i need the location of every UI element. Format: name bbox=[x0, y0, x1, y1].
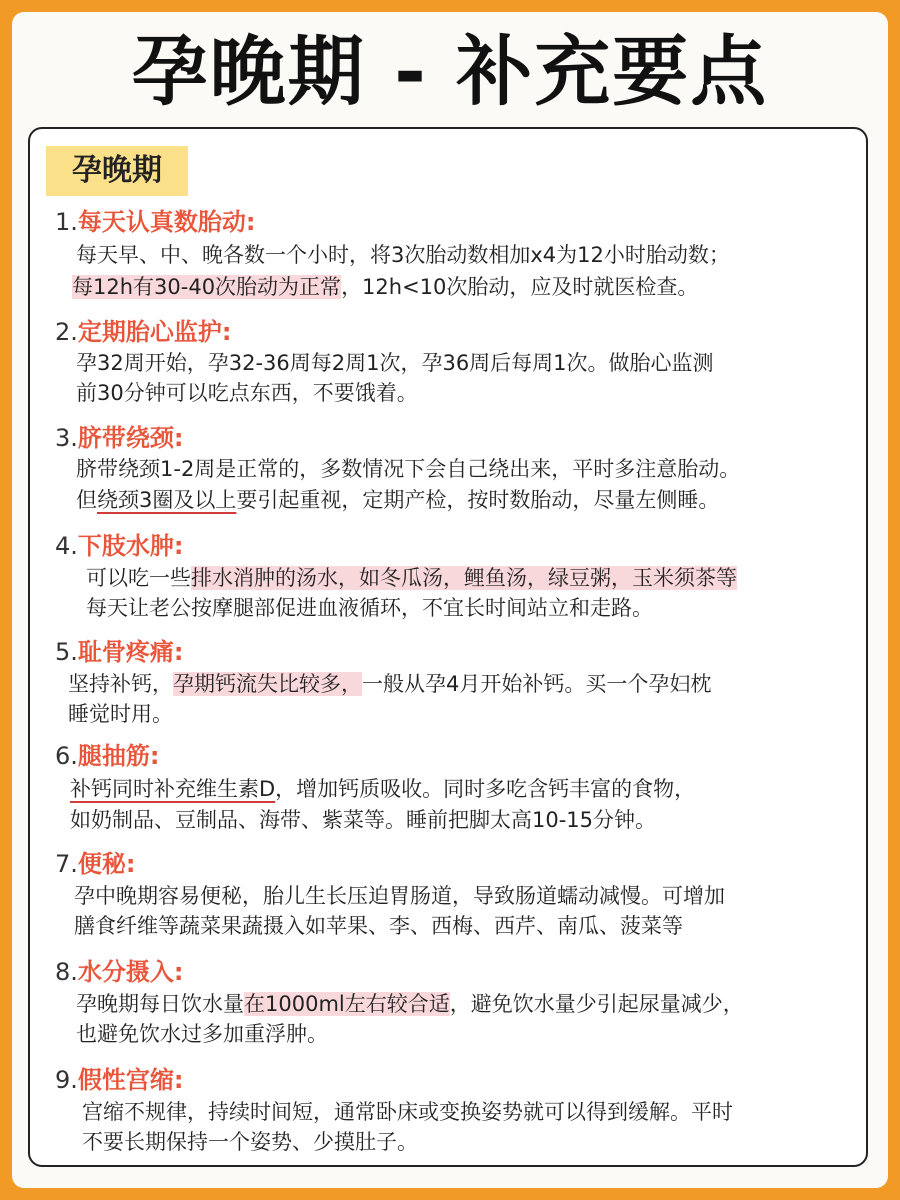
stage-tag: 孕晚期 bbox=[46, 146, 188, 196]
tip-line: 如奶制品、豆制品、海带、紫菜等。睡前把脚太高10-15分钟。 bbox=[70, 808, 657, 832]
tip-heading: 2.定期胎心监护: bbox=[55, 318, 232, 346]
tip-heading: 6.腿抽筋: bbox=[55, 742, 160, 770]
underline-emphasis: 绕颈3圈及以上 bbox=[97, 488, 237, 512]
tip-line: 不要长期保持一个姿势、少摸肚子。 bbox=[82, 1130, 418, 1154]
tip-line: 孕32周开始，孕32-36周每2周1次，孕36周后每周1次。做胎心监测 bbox=[76, 351, 714, 375]
tip-line: 睡觉时用。 bbox=[68, 702, 173, 726]
tip-heading: 9.假性宫缩: bbox=[55, 1066, 184, 1094]
highlight: 排水消肿的汤水，如冬瓜汤，鲤鱼汤，绿豆粥，玉米须茶等 bbox=[191, 566, 737, 590]
page-title: 孕晚期 - 补充要点 bbox=[131, 27, 769, 116]
tip-line: 每天让老公按摩腿部促进血液循环，不宜长时间站立和走路。 bbox=[86, 596, 653, 620]
highlight: 每12h有30-40次胎动为正常 bbox=[72, 275, 342, 299]
tip-line: 可以吃一些排水消肿的汤水，如冬瓜汤，鲤鱼汤，绿豆粥，玉米须茶等 bbox=[86, 566, 737, 590]
tip-heading: 4.下肢水肿: bbox=[55, 532, 184, 560]
tip-line: 膳食纤维等蔬菜果蔬摄入如苹果、李、西梅、西芹、南瓜、菠菜等 bbox=[74, 914, 683, 938]
tip-line: 每天早、中、晚各数一个小时，将3次胎动数相加x4为12小时胎动数； bbox=[76, 243, 730, 267]
tip-line: 孕晚期每日饮水量在1000ml左右较合适，避免饮水量少引起尿量减少， bbox=[76, 992, 744, 1016]
tip-line: 脐带绕颈1-2周是正常的，多数情况下会自己绕出来，平时多注意胎动。 bbox=[76, 457, 741, 481]
tip-heading: 5.耻骨疼痛: bbox=[55, 638, 184, 666]
underline-emphasis: 补钙同时补充维生素D bbox=[70, 777, 276, 801]
tip-line: 坚持补钙，孕期钙流失比较多，一般从孕4月开始补钙。买一个孕妇枕 bbox=[68, 672, 712, 696]
tip-line: 孕中晚期容易便秘，胎儿生长压迫胃肠道，导致肠道蠕动减慢。可增加 bbox=[74, 884, 725, 908]
highlight: 孕期钙流失比较多， bbox=[173, 672, 362, 696]
highlight: 在1000ml左右较合适 bbox=[244, 992, 450, 1016]
tip-line: 补钙同时补充维生素D，增加钙质吸收。同时多吃含钙丰富的食物， bbox=[70, 777, 696, 801]
tip-line: 宫缩不规律，持续时间短，通常卧床或变换姿势就可以得到缓解。平时 bbox=[82, 1100, 733, 1124]
tip-heading: 1.每天认真数胎动: bbox=[55, 208, 256, 236]
tip-heading: 8.水分摄入: bbox=[55, 958, 184, 986]
tip-heading: 7.便秘: bbox=[55, 850, 136, 878]
tip-line: 每12h有30-40次胎动为正常，12h<10次胎动，应及时就医检查。 bbox=[72, 275, 699, 299]
tip-line: 但绕颈3圈及以上要引起重视，定期产检，按时数胎动，尽量左侧睡。 bbox=[76, 488, 720, 512]
tip-heading: 3.脐带绕颈: bbox=[55, 424, 184, 452]
tip-line: 前30分钟可以吃点东西，不要饿着。 bbox=[76, 381, 418, 405]
tip-line: 也避免饮水过多加重浮肿。 bbox=[76, 1022, 328, 1046]
